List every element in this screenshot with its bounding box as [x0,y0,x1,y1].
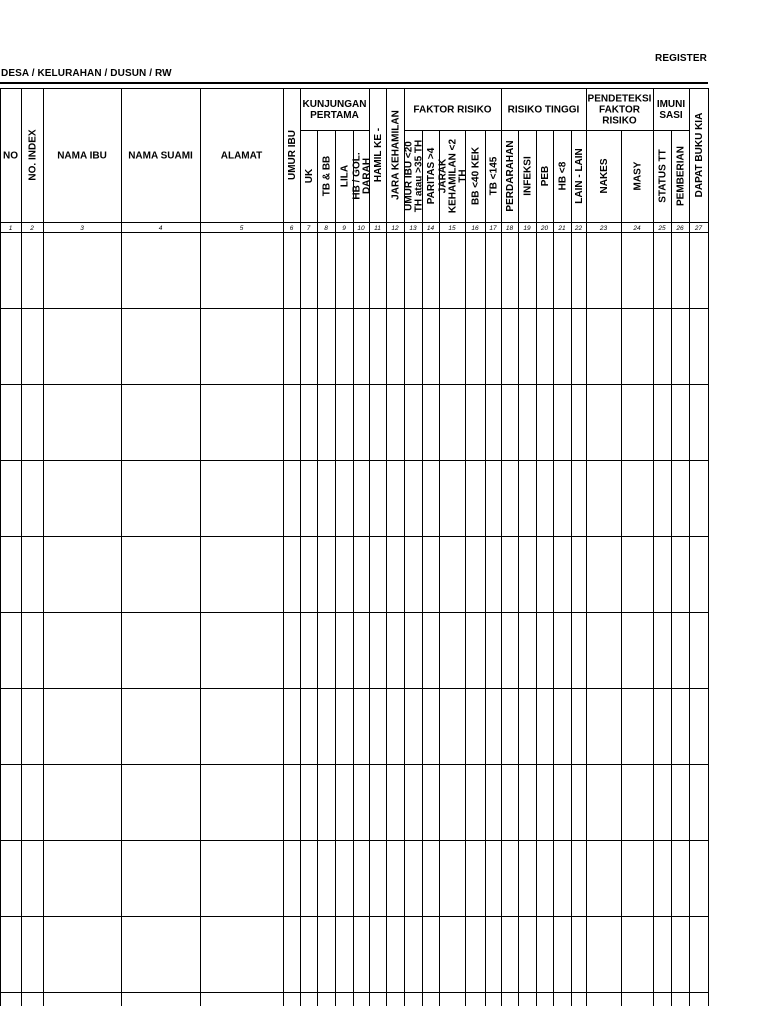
column-number: 16 [471,225,479,232]
column-header-label: UK [304,168,315,184]
column-number: 23 [599,225,608,232]
column-number: 9 [342,225,346,232]
column-number: 18 [505,225,514,232]
column-header-label: NAMA SUAMI [128,150,193,162]
column-number: 8 [324,225,328,232]
column-number: 10 [357,225,365,232]
group-label: IMUNI SASI [656,99,686,121]
column-header-label: TB <145 [488,156,500,196]
column-header-label: BB <40 KEK [470,146,482,206]
column-header-label: STATUS TT [657,149,669,203]
column-header-label: ALAMAT [220,150,263,162]
group-label: FAKTOR RISIKO [413,104,492,116]
column-number: 7 [306,225,311,232]
column-number: 1 [8,225,13,232]
column-header-label: PEB [540,165,551,187]
column-header-label: INFEKSI [522,156,534,196]
column-number: 25 [658,225,666,232]
column-number: 2 [30,225,34,232]
column-header-label: UMUR IBU <20TH atau >35 TH [403,139,425,213]
column-header-label: HB / GOL.DARAH [351,152,373,200]
column-header-label: NAMA IBU [57,150,107,162]
column-number: 14 [426,225,435,232]
column-number: 26 [676,225,684,232]
group-label: KUNJUNGAN PERTAMA [302,99,367,121]
column-header-label: JARAKKEHAMILAN <2TH [437,138,469,214]
group-label: PENDETEKSI FAKTOR RISIKO [587,93,652,127]
column-header-label: UMUR IBU [287,130,298,180]
column-header-label: JARA KEHAMILAN [390,110,402,200]
column-header-label: LILA [339,164,351,188]
column-header-label: HB <8 [557,161,569,191]
column-header-label: DAPAT BUKU KIA [694,112,705,198]
column-number: 4 [158,225,163,232]
column-header-label: NO [3,150,18,162]
location-label: DESA / KELURAHAN / DUSUN / RW [1,68,172,79]
column-number: 5 [239,225,244,232]
column-header-label: NO. INDEX [27,129,39,181]
group-label: RISIKO TINGGI [507,104,580,116]
column-number: 19 [523,225,531,232]
column-header-label: MASY [632,161,644,191]
column-number: 13 [409,225,417,232]
column-number: 3 [80,225,84,232]
column-number: 27 [694,225,703,232]
column-number: 24 [633,225,641,232]
column-number: 20 [540,225,549,232]
column-number: 12 [391,225,399,232]
register-title: REGISTER [655,53,707,64]
column-number: 11 [374,225,381,232]
column-header-label: TB & BB [321,155,333,197]
column-number: 15 [448,225,456,232]
column-number: 6 [289,225,294,232]
column-header-label: PARITAS >4 [426,147,437,205]
column-header-label: NAKES [599,158,610,194]
column-header-label: HAMIL KE - [373,127,384,183]
column-number: 21 [558,225,566,232]
column-number: 22 [574,225,583,232]
column-header-label: PEMBERIAN [675,145,687,207]
column-header-label: LAIN - LAIN [574,148,585,204]
column-header-label: PERDARAHAN [505,140,516,212]
column-number: 17 [489,225,497,232]
